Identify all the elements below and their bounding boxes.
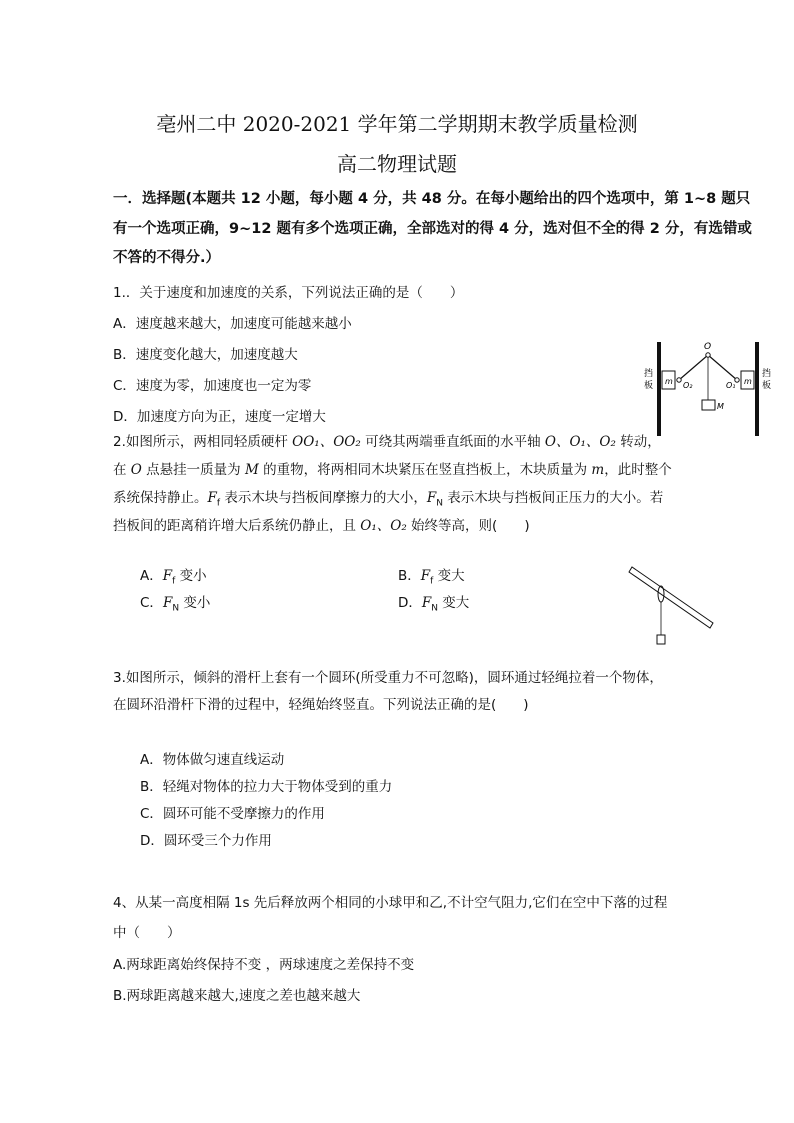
q2-text: 挡板间的距离稍许增大后系统仍静止，且 [113,518,361,534]
q2-points-o1-o2: O₁、O₂ [360,518,407,534]
q2-subscript-n: N [436,498,443,509]
label-o2: O₂ [683,381,693,390]
q2-text: 系统保持静止。 [113,490,208,506]
label-o1: O₁ [726,381,736,390]
left-board-label-1: 挡 [644,369,654,379]
left-board-label-2: 板 [644,381,654,391]
pivot-o [706,353,710,357]
q2-mass-m-small: m [591,462,605,478]
q2-text: 点悬挂一质量为 [141,462,245,478]
q2-line-4 [113,514,530,534]
section-instruction-line-1: 一．选择题(本题共 12 小题，每小题 4 分，共 48 分。在每小题给出的四个选项中，第 1~8 题只 [113,191,751,207]
q2-text: 转动， [615,434,661,450]
q2-subscript-f: f [430,576,434,587]
q3-line-2: 在圆环沿滑杆下滑的过程中，轻绳始终竖直。下列说法正确的是( ) [113,697,529,713]
q2-option-c [140,591,210,614]
q2-option-text: 变大 [438,595,470,611]
q2-text: 可绕其两端垂直纸面的水平轴 [360,434,545,450]
q2-subscript-n: N [431,603,439,614]
rod-oo2 [679,355,708,380]
hanging-object [657,635,665,644]
q2-option-text: 变小 [179,595,211,611]
q2-text: 始终等高，则( ) [406,518,530,534]
q2-line-1 [113,430,661,450]
q1-option-b: B．速度变化越大，加速度越大 [113,347,298,363]
q2-option-letter: C． [140,595,163,611]
section-instruction-line-3: 不答的不得分.） [113,250,221,266]
q2-subscript-f: f [172,576,176,587]
left-board [657,342,661,436]
q2-option-a [140,564,207,587]
q2-subscript-f: f [216,498,221,509]
right-board-label-1: 挡 [762,369,772,379]
q2-rods: OO₁、OO₂ [292,434,361,450]
q3-inclined-rod-figure [620,565,720,650]
label-o: O [704,342,712,352]
q3-option-b: B．轻绳对物体的拉力大于物体受到的重力 [140,779,393,795]
rod-oo1 [708,355,737,380]
q2-text: 的重物，将两相同木块紧压在竖直挡板上，木块质量为 [258,462,592,478]
q3-option-d: D．圆环受三个力作用 [140,833,272,849]
exam-title: 亳州二中 2020-2021 学年第二学期期末教学质量检测 [156,112,638,136]
q2-option-letter: D． [398,595,422,611]
q2-axes: O、O₁、O₂ [544,434,616,450]
q2-symbol-f: F [162,595,173,611]
q2-board-rod-figure [640,338,780,438]
left-block-label: m [665,377,673,386]
q4-option-b: B.两球距离越来越大,速度之差也越来越大 [113,988,361,1004]
q2-symbol-f: F [421,595,432,611]
q2-text: 表示木块与挡板间摩擦力的大小， [220,490,427,506]
right-block-label: m [744,377,752,386]
q2-option-letter: B． [398,568,421,584]
right-board-label-2: 板 [762,381,772,391]
section-instruction-line-2: 有一个选项正确，9~12 题有多个选项正确，全部选对的得 4 分，选对但不全的得 2 分，有选错或 [113,221,752,237]
q2-line-2 [113,458,672,478]
q2-symbol-f: F [426,490,437,506]
q1-stem: 1.．关于速度和加速度的关系，下列说法正确的是（ ） [113,285,464,301]
q2-text: 表示木块与挡板间正压力的大小。若 [442,490,664,506]
q2-symbol-f: F [162,568,173,584]
exam-subtitle: 高二物理试题 [337,152,457,176]
q3-option-c: C．圆环可能不受摩擦力的作用 [140,806,325,822]
q2-point-o: O [130,462,142,478]
q2-option-text: 变大 [433,568,465,584]
q2-option-letter: A． [140,568,163,584]
q1-option-a: A．速度越来越大，加速度可能越来越小 [113,316,352,332]
hanging-weight [702,400,715,410]
q4-line-1: 4、从某一高度相隔 1s 先后释放两个相同的小球甲和乙,不计空气阻力,它们在空中下落的过程 [113,895,668,911]
q2-option-text: 变小 [175,568,207,584]
q1-option-d: D．加速度方向为正，速度一定增大 [113,409,326,425]
q3-option-a: A．物体做匀速直线运动 [140,752,285,768]
q2-symbol-f: F [420,568,431,584]
q2-option-d [398,591,469,614]
q2-option-b [398,564,465,587]
q4-option-a: A.两球距离始终保持不变 ，两球速度之差保持不变 [113,957,415,973]
label-weight-m: M [717,402,724,411]
q2-text: 2.如图所示，两相同轻质硬杆 [113,434,293,450]
q2-subscript-n: N [172,603,180,614]
pivot-o2 [677,378,681,382]
q2-mass-m-big: M [244,462,259,478]
q2-text: ，此时整个 [604,462,672,478]
q2-text: 在 [113,462,131,478]
inclined-rod [629,567,713,628]
q2-symbol-f: F [207,490,217,506]
q3-line-1: 3.如图所示，倾斜的滑杆上套有一个圆环(所受重力不可忽略)，圆环通过轻绳拉着一个物体， [113,670,663,686]
q1-option-c: C．速度为零，加速度也一定为零 [113,378,312,394]
q2-line-3 [113,486,663,509]
right-board [755,342,759,436]
q4-line-2: 中（ ） [113,925,181,941]
